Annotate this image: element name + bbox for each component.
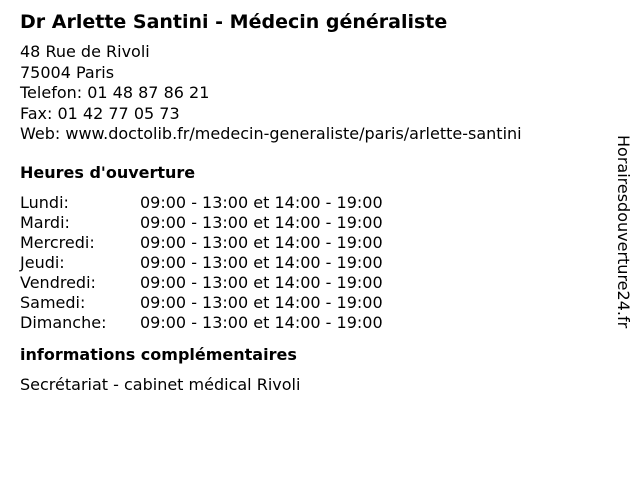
opening-hours-table (20, 193, 600, 333)
hours-day-label: Samedi: (20, 292, 86, 312)
hours-day-label: Mercredi: (20, 232, 95, 252)
hours-time-range: 09:00 - 13:00 et 14:00 - 19:00 (140, 312, 383, 332)
hours-time-range: 09:00 - 13:00 et 14:00 - 19:00 (140, 212, 383, 232)
hours-time-range: 09:00 - 13:00 et 14:00 - 19:00 (140, 272, 383, 292)
fax-number: Fax: 01 42 77 05 73 (20, 103, 180, 123)
business-listing (20, 10, 600, 395)
hours-time-range: 09:00 - 13:00 et 14:00 - 19:00 (140, 252, 383, 272)
hours-time-range: 09:00 - 13:00 et 14:00 - 19:00 (140, 192, 383, 212)
contact-details (20, 42, 600, 145)
hours-row-vendredi (20, 273, 600, 293)
hours-time-range: 09:00 - 13:00 et 14:00 - 19:00 (140, 292, 383, 312)
hours-row-jeudi (20, 253, 600, 273)
phone-number: Telefon: 01 48 87 86 21 (20, 83, 210, 102)
hours-time-range: 09:00 - 13:00 et 14:00 - 19:00 (140, 232, 383, 252)
hours-row-lundi (20, 193, 600, 213)
additional-info-heading: informations complémentaires (20, 344, 297, 364)
hours-day-label: Mardi: (20, 212, 70, 232)
hours-day-label: Lundi: (20, 192, 69, 212)
hours-row-samedi (20, 293, 600, 313)
city-address: 75004 Paris (20, 62, 115, 82)
website-line: Web: www.doctolib.fr/medecin-generaliste/paris/arlette-santini (20, 124, 522, 143)
additional-info-text: Secrétariat - cabinet médical Rivoli (20, 374, 301, 394)
hours-row-mardi (20, 213, 600, 233)
hours-day-label: Vendredi: (20, 272, 96, 292)
page-title: Dr Arlette Santini - Médecin généraliste (20, 11, 448, 33)
hours-day-label: Jeudi: (20, 252, 65, 272)
hours-row-dimanche (20, 313, 600, 333)
street-address: 48 Rue de Rivoli (20, 42, 150, 61)
hours-day-label: Dimanche: (20, 312, 107, 332)
opening-hours-heading: Heures d'ouverture (20, 162, 196, 182)
site-watermark: Horairesdouverture24.fr (614, 135, 633, 329)
hours-row-mercredi (20, 233, 600, 253)
